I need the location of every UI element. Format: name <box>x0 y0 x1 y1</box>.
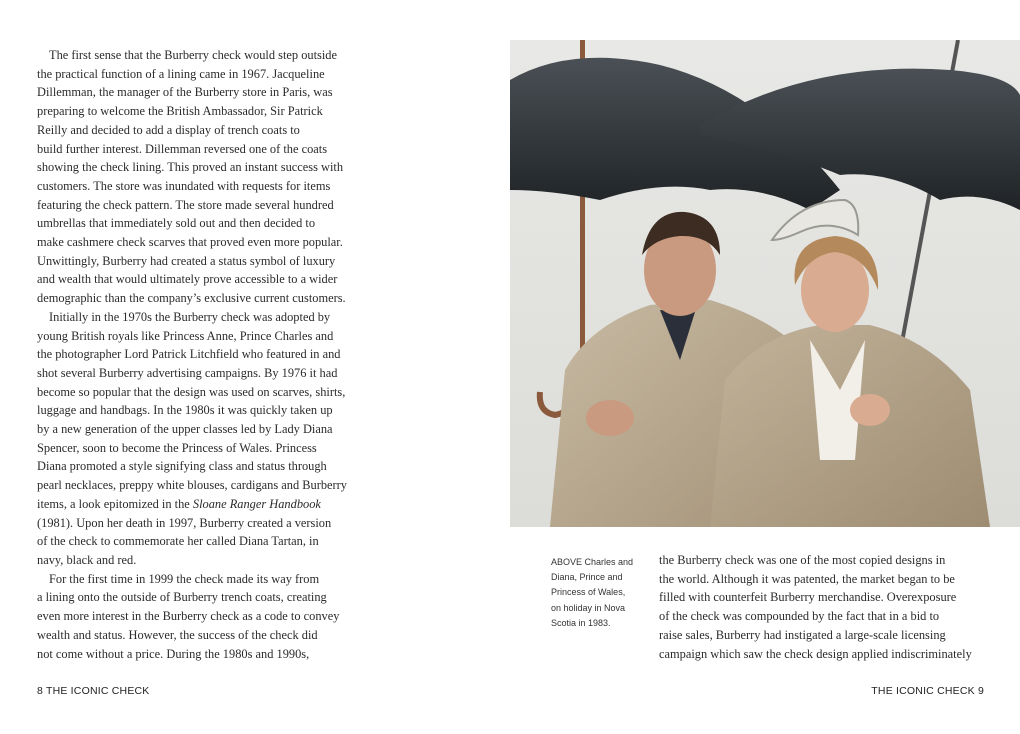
left-text-line-content: wealth and status. However, the success of the check did <box>37 627 318 642</box>
left-text-line <box>37 588 357 607</box>
left-text-line <box>37 121 357 140</box>
right-text-line: filled with counterfeit Burberry merchandise. Overexposure <box>659 590 957 605</box>
left-text-line <box>37 308 357 327</box>
charles-and-diana-photo <box>510 40 1020 527</box>
left-text-line <box>37 626 357 645</box>
left-text-line <box>37 570 357 589</box>
left-text-line-content: and wealth that would ultimately prove accessible to a wider <box>37 272 338 287</box>
left-text-line <box>37 83 357 102</box>
left-text-line <box>37 270 357 289</box>
caption-line: Diana, Prince and <box>551 572 623 583</box>
caption-line: ABOVE Charles and <box>551 557 634 567</box>
left-text-line-content: of the check to commemorate her called Diana Tartan, in <box>37 534 319 549</box>
left-text-line <box>37 140 357 159</box>
left-text-line-content: items, a look epitomized in the <box>37 496 193 511</box>
left-folio: 8 THE ICONIC CHECK <box>37 685 150 697</box>
caption-line: Princess of Wales, <box>551 587 626 598</box>
left-text-line <box>37 439 357 458</box>
right-text-line: the world. Although it was patented, the market began to be <box>659 571 955 586</box>
left-text-line-content: (1981). Upon her death in 1997, Burberry created a version <box>37 515 332 530</box>
caption-line: on holiday in Nova <box>551 602 626 613</box>
left-text-line <box>37 158 357 177</box>
left-text-line-content: not come without a price. During the 1980s and 1990s, <box>37 646 310 661</box>
right-body-text <box>659 551 989 663</box>
left-text-line-content: the photographer Lord Patrick Litchfield who featured in and <box>37 347 341 362</box>
book-title-italic: Sloane Ranger Handbook <box>192 496 321 511</box>
left-text-line <box>37 401 357 420</box>
left-text-line <box>37 645 357 664</box>
left-text-line-content: customers. The store was inundated with requests for items <box>37 178 331 193</box>
caption-line: Scotia in 1983. <box>551 617 611 628</box>
left-text-line-content: demographic than the company’s exclusive current customers. <box>37 291 346 306</box>
left-text-line-content: a lining onto the outside of Burberry trench coats, creating <box>37 590 327 605</box>
left-text-line-content: preparing to welcome the British Ambassador, Sir Patrick <box>37 104 323 119</box>
left-text-line-content: navy, black and red. <box>37 552 137 567</box>
left-text-line <box>37 607 357 626</box>
left-text-line <box>37 383 357 402</box>
left-text-line <box>37 102 357 121</box>
left-text-line-content: pearl necklaces, preppy white blouses, cardigans and Burberry <box>37 478 347 493</box>
left-text-line <box>37 364 357 383</box>
left-text-line <box>37 196 357 215</box>
left-text-line <box>37 420 357 439</box>
left-text-line-content: Spencer, soon to become the Princess of Wales. Princess <box>37 440 317 455</box>
left-text-line <box>37 233 357 252</box>
left-text-line <box>37 252 357 271</box>
left-text-line-content: Unwittingly, Burberry had created a status symbol of luxury <box>37 253 336 268</box>
right-text-line: raise sales, Burberry had instigated a large-scale licensing <box>659 627 946 642</box>
left-text-line-content: luggage and handbags. In the 1980s it was quickly taken up <box>37 403 333 418</box>
photo-illustration <box>510 40 1020 527</box>
left-text-line <box>37 457 357 476</box>
left-text-line-content: become so popular that the design was used on scarves, shirts, <box>37 384 346 399</box>
left-text-line-content: even more interest in the Burberry check as a code to convey <box>37 609 340 624</box>
right-text-line: the Burberry check was one of the most copied designs in <box>659 553 946 567</box>
left-text-line-content: by a new generation of the upper classes led by Lady Diana <box>37 422 333 437</box>
left-text-line-content: the practical function of a lining came in 1967. Jacqueline <box>37 66 325 81</box>
left-text-line-content: showing the check lining. This proved an instant success with <box>37 160 344 175</box>
left-text-line-content: Reilly and decided to add a display of trench coats to <box>37 122 300 137</box>
left-text-line-content: Initially in the 1970s the Burberry check was adopted by <box>49 309 331 324</box>
left-text-line <box>37 289 357 308</box>
left-text-line <box>37 65 357 84</box>
left-text-line-content: make cashmere check scarves that proved even more popular. <box>37 235 343 250</box>
left-text-line <box>37 345 357 364</box>
left-text-line-content: The first sense that the Burberry check would step outside <box>49 48 338 62</box>
charles-hand <box>586 400 634 436</box>
left-text-line-content: young British royals like Princess Anne, Prince Charles and <box>37 328 334 343</box>
left-text-line-content: Diana promoted a style signifying class and status through <box>37 459 327 474</box>
right-page <box>510 0 1020 734</box>
left-text-line-content: shot several Burberry advertising campaigns. By 1976 it had <box>37 365 338 380</box>
left-text-line <box>37 514 357 533</box>
left-text-line <box>37 177 357 196</box>
left-text-line-content: For the first time in 1999 the check made its way from <box>49 571 320 586</box>
left-text-line <box>37 551 357 570</box>
left-text-line <box>37 327 357 346</box>
right-text-line: campaign which saw the check design applied indiscriminately <box>659 646 972 661</box>
left-text-line <box>37 495 357 514</box>
left-text-line-content: featuring the check pattern. The store made several hundred <box>37 197 334 212</box>
diana-hand <box>850 394 890 426</box>
right-text-line: of the check was compounded by the fact that in a bid to <box>659 609 940 624</box>
photo-caption <box>551 555 646 631</box>
right-folio: THE ICONIC CHECK 9 <box>871 685 984 697</box>
left-text-line-content: umbrellas that immediately sold out and then decided to <box>37 216 316 231</box>
left-text-line-content: Dillemman, the manager of the Burberry store in Paris, was <box>37 85 333 100</box>
left-text-line-content: build further interest. Dillemman reversed one of the coats <box>37 141 328 156</box>
left-text-line <box>37 532 357 551</box>
left-text-line <box>37 476 357 495</box>
left-body-text <box>37 46 357 663</box>
left-text-line <box>37 46 357 65</box>
left-text-line <box>37 214 357 233</box>
